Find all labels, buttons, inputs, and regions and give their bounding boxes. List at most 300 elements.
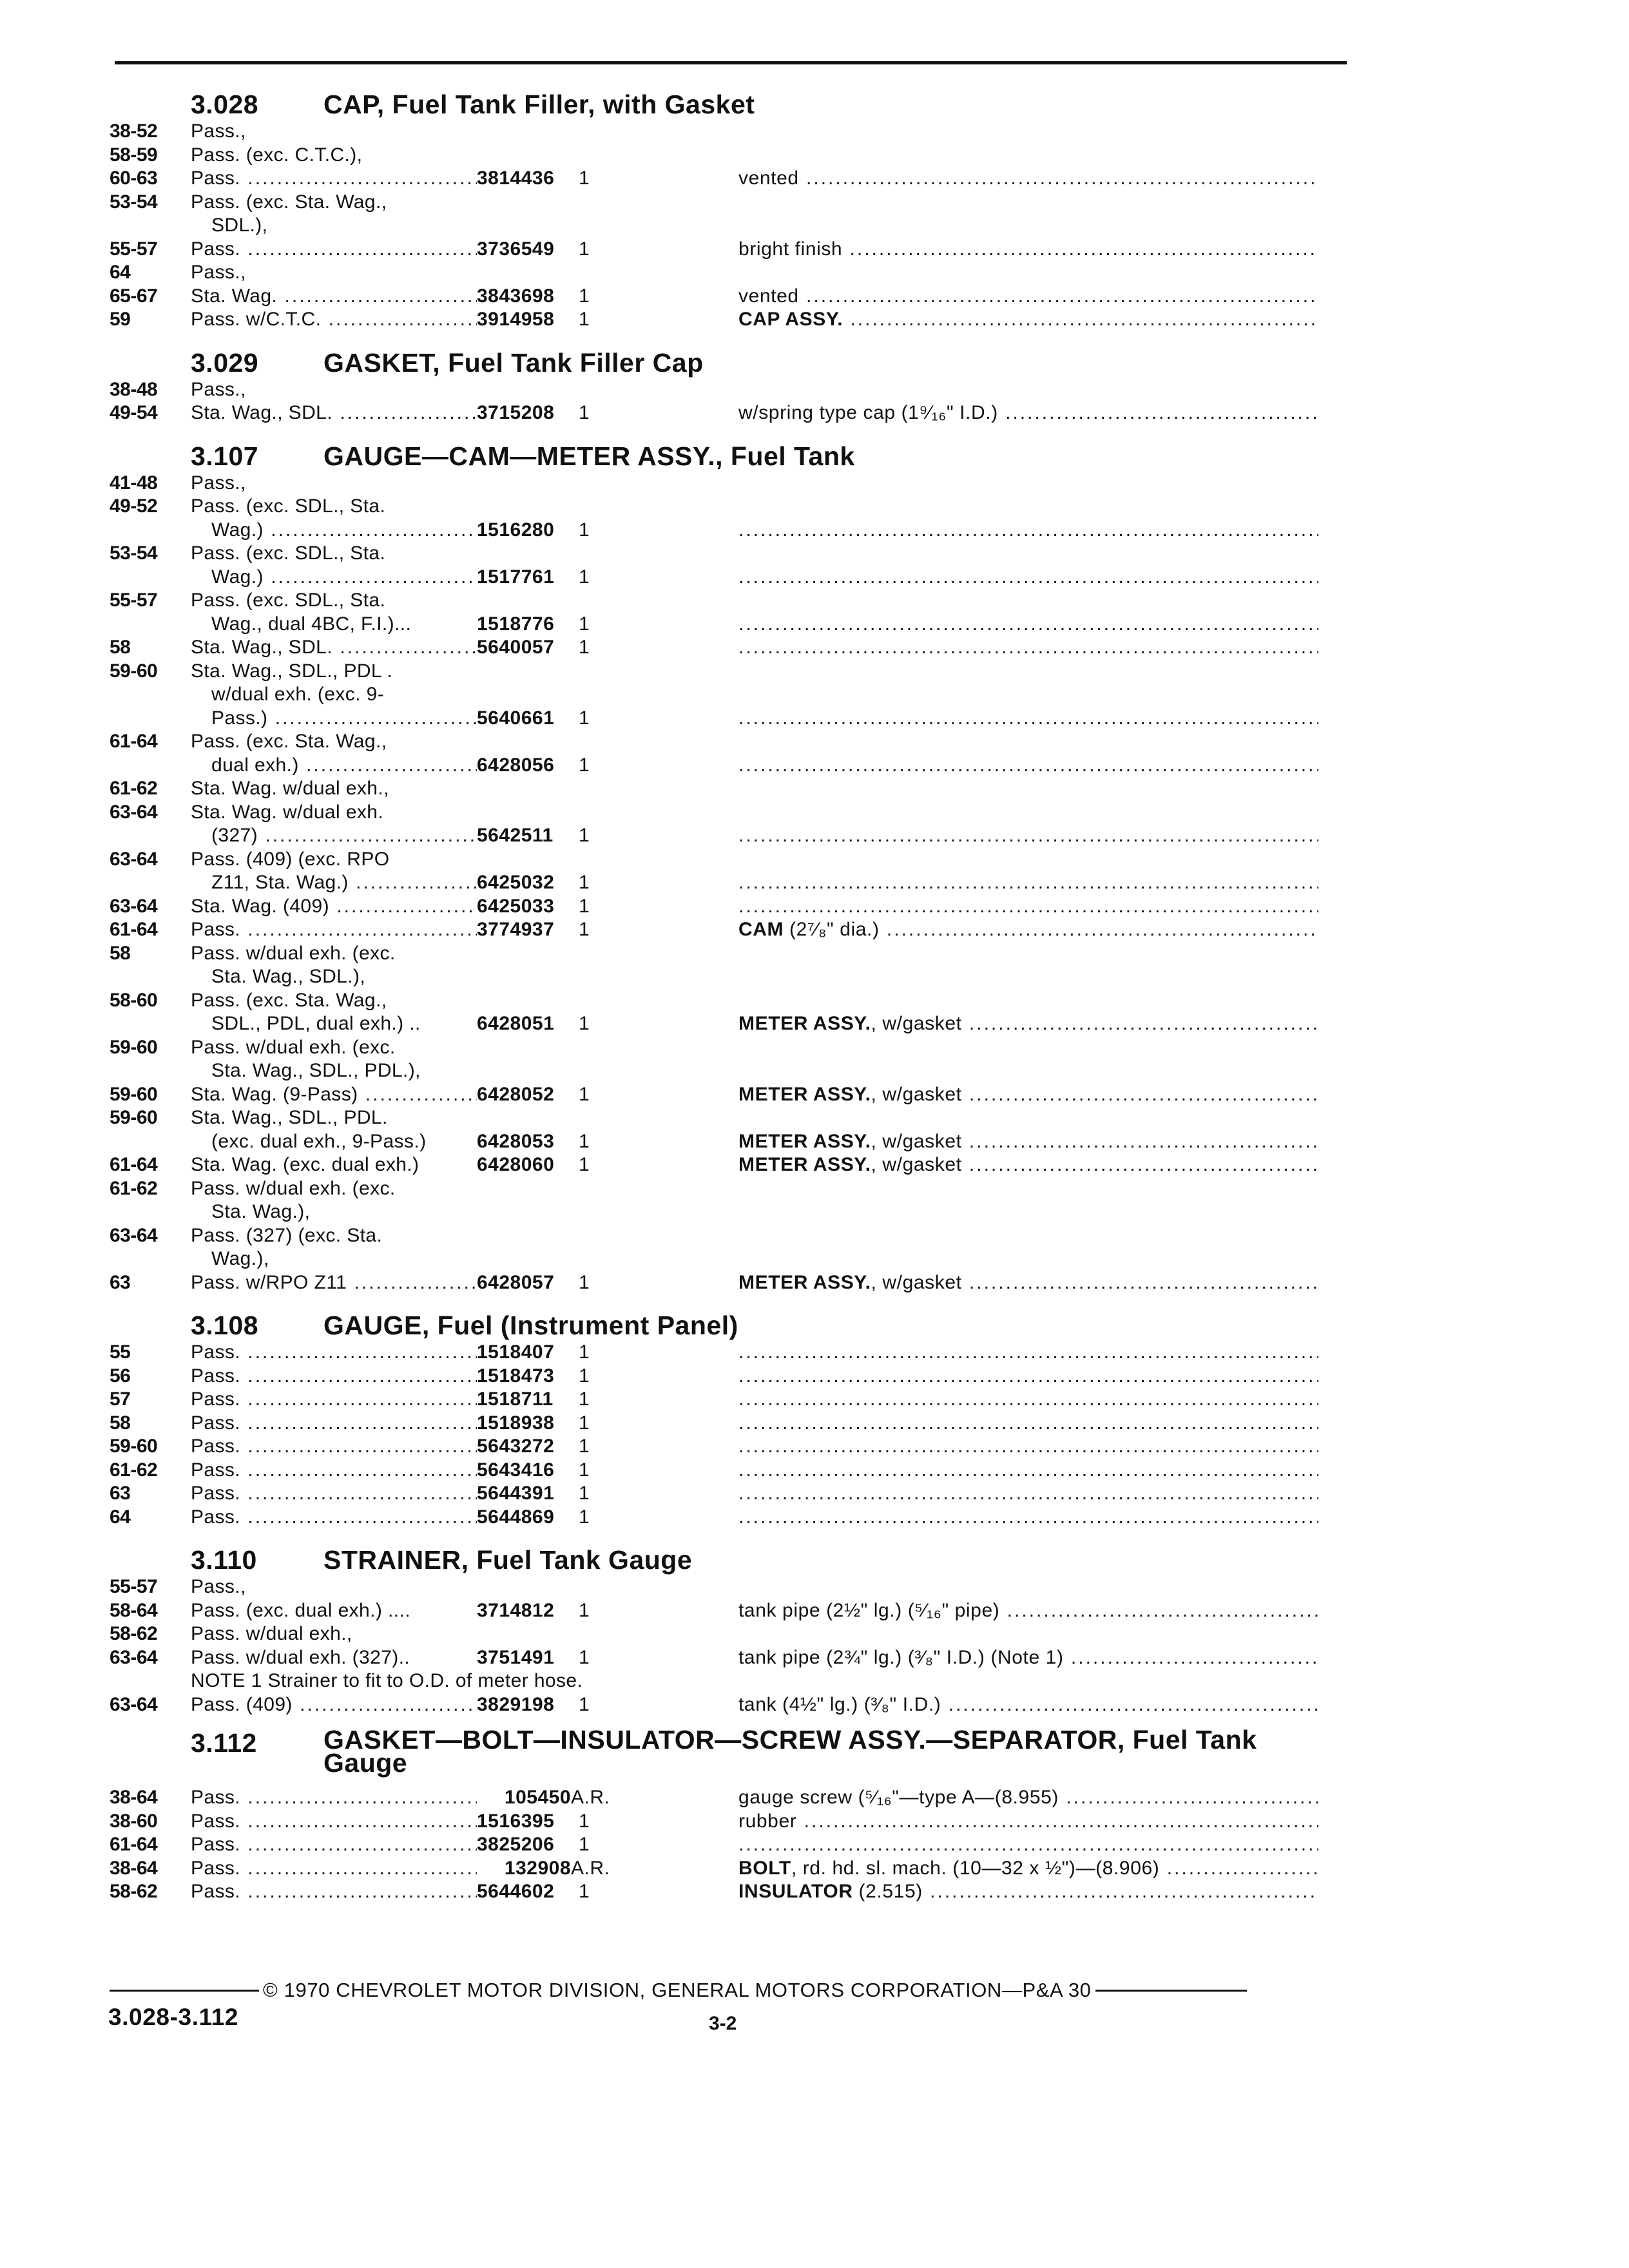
model-years: 59-60 [110,1436,158,1457]
application-description [191,1435,477,1459]
part-note [738,1482,1318,1506]
parts-row [110,1083,1360,1107]
quantity [571,777,738,801]
part-note [738,1412,1318,1436]
application-text: Pass. [191,1436,241,1457]
part-number: 5644391 [477,1483,555,1504]
part-note-keyword: METER ASSY. [738,1271,871,1293]
quantity: 1 [579,238,590,260]
part-number: 1518938 [477,1412,555,1434]
parts-row [110,519,1360,543]
application-description [191,918,477,942]
application-text: Pass. (409) (exc. RPO [191,848,390,870]
model-years [110,707,191,731]
part-number [477,120,571,144]
footer-copyright-line [110,1977,1347,2003]
parts-row [110,1365,1360,1389]
application-text: Pass. w/dual exh. (327).. [191,1646,410,1668]
part-number: 1518407 [477,1341,555,1363]
application-description [191,895,477,919]
application-description [191,754,477,778]
application-description [191,848,477,872]
part-note-text: , w/gasket [871,1130,962,1152]
parts-row [110,1153,1360,1177]
application-description [191,1669,900,1693]
part-number [477,683,571,707]
application-text: (exc. dual exh., 9-Pass.) [211,1130,427,1152]
part-number: 6425032 [477,872,555,893]
quantity: 1 [579,1483,590,1504]
part-number: 3914958 [477,309,555,330]
application-text: Pass. [191,1857,241,1879]
part-note-keyword: BOLT [738,1857,791,1879]
quantity: 1 [579,1365,590,1387]
part-note-keyword: CAP ASSY. [738,309,843,330]
quantity [571,730,738,754]
part-note [738,1130,1318,1154]
application-description [191,707,477,731]
model-years: 58-59 [110,144,158,166]
model-years: 65-67 [110,285,158,307]
section-heading [110,428,1360,472]
application-description [191,1622,477,1646]
application-text: Pass. [191,1341,241,1363]
parts-row [110,214,1360,238]
parts-row [110,1622,1360,1646]
quantity [571,191,738,215]
parts-row [110,1575,1360,1599]
quantity: 1 [579,1389,590,1410]
application-text: Pass. [191,1506,241,1528]
part-note-keyword: METER ASSY. [738,1154,871,1175]
part-number: 1516280 [477,519,555,541]
part-number: 1518776 [477,613,555,635]
quantity: 1 [579,1271,590,1293]
model-years: 61-62 [110,1177,158,1199]
part-note [738,1599,1318,1623]
application-text: w/dual exh. (exc. 9- [211,684,385,705]
application-text: Pass. [191,1365,241,1387]
part-note [738,660,1318,684]
part-number: 6425033 [477,895,555,917]
part-note [738,801,1318,825]
part-note [738,918,1318,942]
parts-row [110,191,1360,215]
application-description [191,1200,477,1224]
application-text: Wag.) [211,566,264,588]
application-text: Pass. (exc. Sta. Wag., [191,191,387,213]
application-description [191,120,477,144]
part-note-text: bright finish [738,238,843,260]
part-note-text: , w/gasket [871,1013,962,1034]
quantity [571,120,738,144]
application-text: Pass., [191,120,246,142]
part-number [477,848,571,872]
application-text: Pass. (exc. SDL., Sta. [191,543,386,564]
model-years: 61-64 [110,919,158,940]
application-description [191,566,477,590]
parts-row [110,965,1360,989]
part-note-text: gauge screw (⁵⁄₁₆"—type A—(8.955) [738,1787,1059,1808]
part-note-text: tank (4½" lg.) (³⁄₈" I.D.) [738,1693,941,1715]
application-description [191,144,477,168]
application-text: (327) [211,825,258,846]
application-text: Pass. (409) [191,1693,293,1715]
footer-section-range: 3.028-3.112 [108,2004,239,2030]
part-number [477,1177,571,1201]
part-note [738,542,1318,566]
part-number: 3825206 [477,1834,555,1855]
application-text: Sta. Wag. (exc. dual exh.) [191,1154,419,1175]
part-number [477,589,571,613]
parts-row [110,895,1360,919]
application-text: Sta. Wag., SDL.), [211,966,366,987]
part-note [738,120,1318,144]
parts-row [110,1224,1360,1248]
parts-row [110,1247,1360,1271]
part-note-text: , w/gasket [871,1083,962,1105]
model-years: 53-54 [110,543,158,564]
application-text: Wag., dual 4BC, F.I.)... [211,613,412,635]
application-description [191,1224,477,1248]
model-years: 49-52 [110,495,158,517]
parts-row [110,1177,1360,1201]
part-number [477,378,571,402]
application-text: Sta. Wag. [191,285,278,307]
part-number: 6428060 [477,1154,555,1175]
part-note [738,636,1318,660]
part-note-text: tank pipe (2¾" lg.) (³⁄₈" I.D.) (Note 1) [738,1646,1064,1668]
parts-row [110,683,1360,707]
part-note [738,707,1318,731]
quantity: A.R. [571,1857,610,1879]
section-number: 3.110 [191,1545,257,1575]
section-title: GAUGE, Fuel (Instrument Panel) [323,1311,738,1340]
part-number [477,1200,571,1224]
part-note [738,1036,1318,1060]
part-note [738,871,1318,895]
part-note-keyword: METER ASSY. [738,1083,871,1105]
part-note [738,942,1318,966]
part-number: 3751491 [477,1646,555,1668]
application-description [191,613,477,637]
part-note [738,401,1318,425]
application-text: Sta. Wag., SDL. [191,402,333,423]
parts-row [110,1012,1360,1036]
quantity: 1 [579,1599,590,1621]
parts-row [110,801,1360,825]
application-description [191,1271,477,1295]
application-description [191,1106,477,1130]
section-heading [110,1297,1360,1341]
parts-row [110,707,1360,731]
quantity: 1 [579,1459,590,1481]
model-years: 63-64 [110,1646,158,1668]
model-years: 59-60 [110,1036,158,1058]
model-years: 63-64 [110,1224,158,1246]
part-note-text: , w/gasket [871,1154,962,1175]
part-note [738,1341,1318,1365]
quantity [571,214,738,238]
footer-copyright: © 1970 CHEVROLET MOTOR DIVISION, GENERAL MOTORS CORPORATION—P&A 30 [263,1979,1092,2001]
part-note-keyword: INSULATOR [738,1881,853,1902]
part-number: 5643272 [477,1436,555,1457]
quantity [571,1575,738,1599]
application-description [191,1036,477,1060]
parts-row [110,1810,1360,1834]
part-number [477,965,571,989]
parts-row [110,1435,1360,1459]
section-heading [110,334,1360,378]
model-years: 41-48 [110,472,158,494]
section-title: CAP, Fuel Tank Filler, with Gasket [323,90,755,119]
section-heading [110,1532,1360,1575]
part-note [738,965,1318,989]
application-text: Pass. (exc. dual exh.) .... [191,1599,410,1621]
part-number [477,1247,571,1271]
application-text: Pass., [191,378,246,400]
model-years: 61-64 [110,731,158,752]
part-number: 3715208 [477,402,555,423]
parts-row [110,1880,1360,1904]
quantity [571,660,738,684]
quantity [571,848,738,872]
parts-row [110,1106,1360,1130]
parts-row [110,1459,1360,1483]
parts-row [110,942,1360,966]
quantity: 1 [579,566,590,588]
quantity [571,942,738,966]
part-number: 1516395 [477,1810,555,1832]
application-description [191,495,477,519]
model-years: 49-54 [110,402,158,423]
parts-row [110,613,1360,637]
application-text: Pass. [191,919,241,940]
application-description [191,965,477,989]
application-description [191,660,477,684]
model-years [110,824,191,848]
application-description [191,378,477,402]
application-description [191,801,477,825]
quantity: A.R. [571,1787,610,1808]
quantity [571,261,738,285]
part-note [738,777,1318,801]
model-years: 55-57 [110,590,158,611]
application-description [191,214,477,238]
part-number [477,1106,571,1130]
model-years [110,1130,191,1154]
part-number [477,144,571,168]
section-number: 3.028 [191,90,259,119]
model-years [110,1059,191,1083]
part-note [738,285,1318,309]
application-text: Sta. Wag. (9-Pass) [191,1083,358,1105]
application-text: Sta. Wag., SDL., PDL.), [211,1060,421,1081]
part-number: 3814436 [477,168,555,189]
part-number: 3774937 [477,919,555,940]
part-note [738,1012,1318,1036]
model-years: 38-60 [110,1810,158,1832]
part-note [738,848,1318,872]
application-text: SDL., PDL, dual exh.) .. [211,1013,421,1034]
application-description [191,1341,477,1365]
quantity: 1 [579,754,590,776]
quantity: 1 [579,402,590,423]
application-text: Pass.) [211,707,268,729]
model-years [110,754,191,778]
parts-row [110,1341,1360,1365]
parts-row [110,566,1360,590]
quantity: 1 [579,519,590,541]
model-years: 58-62 [110,1881,158,1902]
model-years: 55-57 [110,1576,158,1597]
part-note [738,472,1318,495]
part-note [738,1271,1318,1295]
part-number [477,1575,571,1599]
part-number: 6428052 [477,1083,555,1105]
parts-row [110,871,1360,895]
quantity: 1 [579,1810,590,1832]
section-title: GAUGE—CAM—METER ASSY., Fuel Tank [323,441,855,471]
application-description [191,1482,477,1506]
application-text: Pass. (327) (exc. Sta. [191,1224,383,1246]
model-years: 61-62 [110,1459,158,1481]
part-note [738,1459,1318,1483]
parts-row [110,1646,1360,1670]
part-number: 5640661 [477,707,555,729]
parts-row [110,1506,1360,1530]
parts-row [110,167,1360,191]
quantity: 1 [579,1834,590,1855]
part-number: 5644869 [477,1506,555,1528]
part-note-text: vented [738,168,799,189]
model-years: 63-64 [110,1693,158,1715]
part-note-text: (2.515) [853,1881,923,1902]
application-text: Pass., [191,1576,246,1597]
section-number: 3.112 [191,1728,257,1758]
part-number [477,214,571,238]
quantity: 1 [579,1436,590,1457]
model-years: 59-60 [110,1083,158,1105]
part-note [738,519,1318,543]
part-number [477,801,571,825]
application-description [191,238,477,262]
parts-row [110,401,1360,425]
part-number [477,495,571,519]
application-text: Pass. w/dual exh. (exc. [191,1177,396,1199]
application-text: Pass. [191,238,241,260]
application-description [191,472,477,495]
parts-row [110,824,1360,848]
application-text: Z11, Sta. Wag.) [211,872,349,893]
part-note [738,1224,1318,1248]
parts-row [110,1482,1360,1506]
model-years [110,1669,191,1693]
section-number: 3.029 [191,347,259,378]
model-years [110,683,191,707]
model-years: 58-64 [110,1599,158,1621]
application-text: Pass. [191,1810,241,1832]
model-years: 57 [110,1389,131,1410]
part-note [738,730,1318,754]
part-note-keyword: METER ASSY. [738,1130,871,1152]
quantity: 1 [579,825,590,846]
model-years: 55-57 [110,238,158,260]
part-note [738,1833,1318,1857]
application-text: Pass. [191,168,241,189]
part-note-text: , w/gasket [871,1271,962,1293]
application-description [191,942,477,966]
application-description [191,1130,477,1154]
model-years [110,1012,191,1036]
part-note [738,1388,1318,1412]
parts-row [110,989,1360,1013]
part-number [477,191,571,215]
parts-row [110,754,1360,778]
parts-row [110,1833,1360,1857]
application-description [191,542,477,566]
application-description [191,1365,477,1389]
application-text: Pass. w/C.T.C. [191,309,322,330]
model-years: 58-60 [110,989,158,1011]
application-text: NOTE 1 Strainer to fit to O.D. of meter hose. [191,1670,583,1691]
part-note [738,261,1318,285]
parts-row [110,1599,1360,1623]
part-number [477,1059,571,1083]
part-number: 105450 [504,1787,571,1808]
section-title: STRAINER, Fuel Tank Gauge [323,1545,693,1575]
section-number: 3.107 [191,441,259,471]
part-note [738,1786,1318,1810]
part-number [477,777,571,801]
model-years: 58 [110,637,131,658]
parts-row [110,308,1360,332]
application-text: dual exh.) [211,754,299,776]
parts-row [110,144,1360,168]
quantity: 1 [579,1130,590,1152]
part-number: 6428053 [477,1130,555,1152]
application-description [191,1459,477,1483]
parts-row [110,1388,1360,1412]
part-note [738,144,1318,168]
application-description [191,871,477,895]
model-years: 61-62 [110,778,158,799]
parts-row [110,472,1360,495]
application-text: Pass. (exc. SDL., Sta. [191,590,386,611]
application-description [191,1833,477,1857]
application-description [191,730,477,754]
model-years: 63-64 [110,895,158,917]
part-note [738,1153,1318,1177]
application-text: Pass. (exc. Sta. Wag., [191,731,387,752]
quantity [571,1200,738,1224]
model-years: 38-64 [110,1787,158,1808]
application-text: Sta. Wag. (409) [191,895,329,917]
application-text: Sta. Wag.), [211,1201,311,1222]
quantity: 1 [579,309,590,330]
quantity: 1 [579,895,590,917]
part-note [738,1506,1318,1530]
part-note [738,191,1318,215]
part-number: 5642511 [477,825,554,846]
application-text: Pass. w/dual exh. (exc. [191,1036,396,1058]
application-description [191,1059,477,1083]
application-description [191,1412,477,1436]
part-note [738,824,1318,848]
quantity: 1 [579,1506,590,1528]
part-note [738,1247,1318,1271]
quantity: 1 [579,637,590,658]
